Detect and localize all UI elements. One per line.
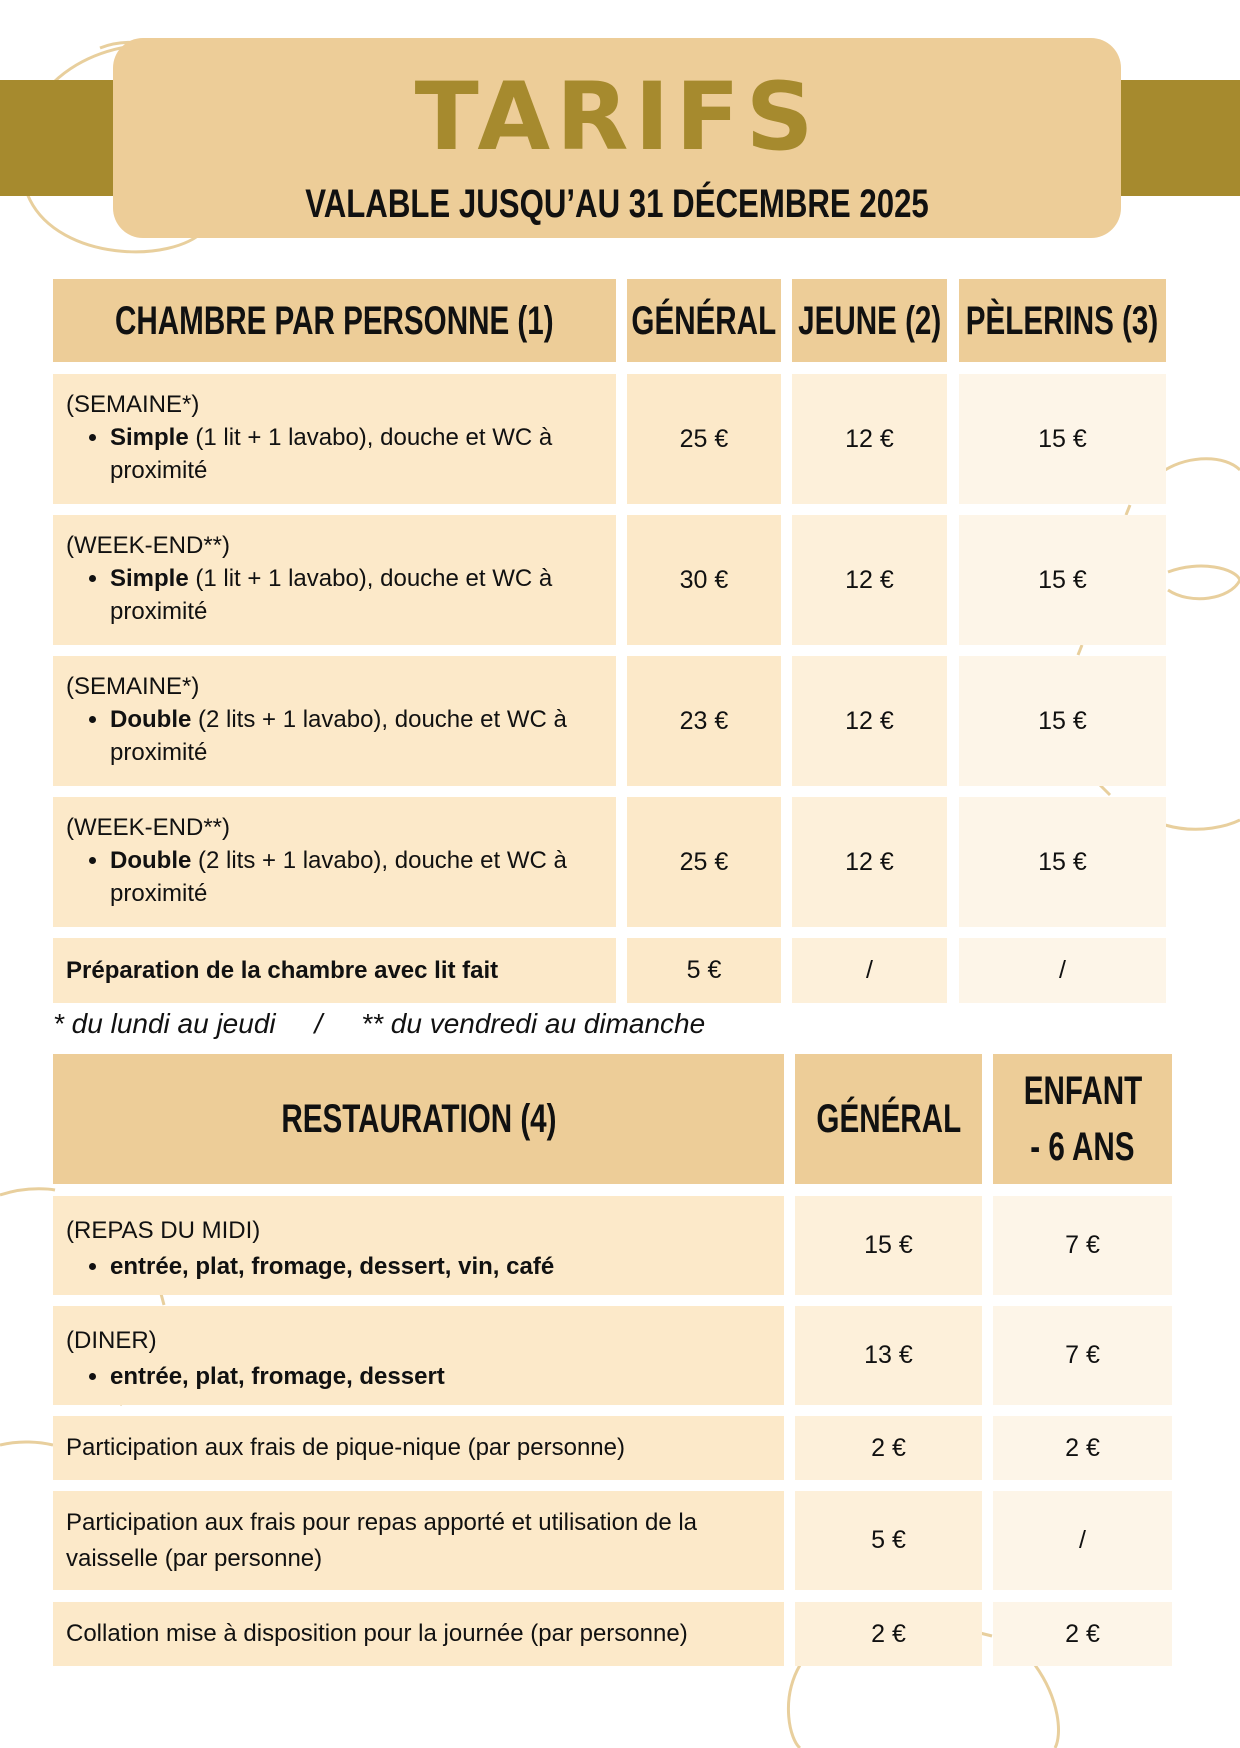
room-price-general: 30 € xyxy=(627,515,781,645)
extra-row-label: Participation aux frais de pique-nique (par personne) xyxy=(53,1416,784,1480)
footnote: * du lundi au jeudi / ** du vendredi au dimanche xyxy=(53,1008,706,1039)
food-header-restauration: RESTAURATION (4) xyxy=(53,1054,784,1184)
room-price-jeune: 12 € xyxy=(792,656,947,786)
room-price-pelerins: 15 € xyxy=(959,374,1166,504)
rooms-header-chambre: CHAMBRE PAR PERSONNE (1) xyxy=(53,279,616,362)
extra-price-general: 2 € xyxy=(795,1416,982,1480)
room-prep-jeune: / xyxy=(792,938,947,1003)
room-price-pelerins: 15 € xyxy=(959,797,1166,927)
extra-price-enfant: 2 € xyxy=(993,1416,1172,1480)
room-prep-label: Préparation de la chambre avec lit fait xyxy=(53,938,616,1003)
room-row-desc: (WEEK-END**) • Double (2 lits + 1 lavabo), douche et WC à proximité xyxy=(53,797,616,927)
room-prep-pelerins: / xyxy=(959,938,1166,1003)
meal-row-desc: (DINER) • entrée, plat, fromage, dessert xyxy=(53,1306,784,1405)
page-title: TARIFS xyxy=(414,63,820,172)
meal-price-enfant: 7 € xyxy=(993,1196,1172,1295)
extra-price-enfant: / xyxy=(993,1491,1172,1590)
room-price-jeune: 12 € xyxy=(792,374,947,504)
food-header-general: GÉNÉRAL xyxy=(795,1054,982,1184)
room-price-pelerins: 15 € xyxy=(959,515,1166,645)
room-row-desc: (WEEK-END**) • Simple (1 lit + 1 lavabo), douche et WC à proximité xyxy=(53,515,616,645)
meal-row-desc: (REPAS DU MIDI) • entrée, plat, fromage, dessert, vin, café xyxy=(53,1196,784,1295)
room-row-desc: (SEMAINE*) • Double (2 lits + 1 lavabo), douche et WC à proximité xyxy=(53,656,616,786)
extra-price-enfant: 2 € xyxy=(993,1602,1172,1666)
header-card xyxy=(113,38,1121,238)
room-price-general: 23 € xyxy=(627,656,781,786)
room-price-pelerins: 15 € xyxy=(959,656,1166,786)
room-price-jeune: 12 € xyxy=(792,797,947,927)
meal-price-general: 15 € xyxy=(795,1196,982,1295)
food-header-enfant: ENFANT - 6 ANS xyxy=(993,1054,1172,1184)
extra-row-label: Participation aux frais pour repas apporté et utilisation de la vaisselle (par personne) xyxy=(53,1491,784,1590)
rooms-header-pelerins: PÈLERINS (3) xyxy=(959,279,1166,362)
extra-price-general: 5 € xyxy=(795,1491,982,1590)
room-price-general: 25 € xyxy=(627,374,781,504)
page-subtitle: VALABLE JUSQU’AU 31 DÉCEMBRE 2025 xyxy=(305,182,929,226)
extra-row-label: Collation mise à disposition pour la journée (par personne) xyxy=(53,1602,784,1666)
rooms-header-general: GÉNÉRAL xyxy=(627,279,781,362)
room-price-jeune: 12 € xyxy=(792,515,947,645)
room-row-desc: (SEMAINE*) • Simple (1 lit + 1 lavabo), douche et WC à proximité xyxy=(53,374,616,504)
room-price-general: 25 € xyxy=(627,797,781,927)
meal-price-enfant: 7 € xyxy=(993,1306,1172,1405)
extra-price-general: 2 € xyxy=(795,1602,982,1666)
meal-price-general: 13 € xyxy=(795,1306,982,1405)
room-prep-general: 5 € xyxy=(627,938,781,1003)
rooms-header-jeune: JEUNE (2) xyxy=(792,279,947,362)
